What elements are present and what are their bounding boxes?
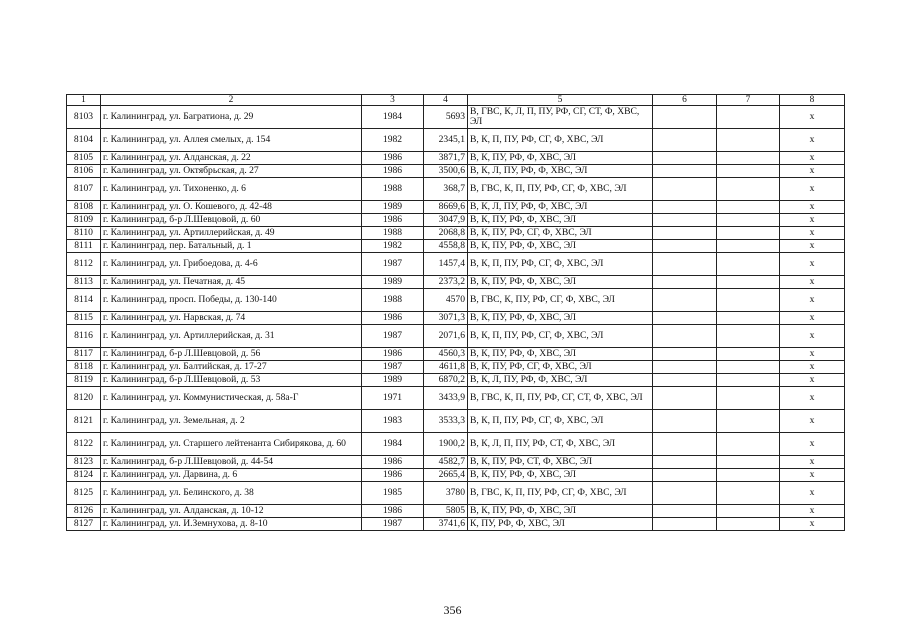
row-number-cell: 8124 (67, 469, 101, 482)
table-row (67, 410, 845, 433)
area-cell: 4560,3 (424, 348, 468, 361)
column-7-cell (717, 227, 780, 240)
column-7-cell (717, 410, 780, 433)
services-cell: В, К, Л, ПУ, РФ, Ф, ХВС, ЭЛ (468, 201, 653, 214)
address-cell: г. Калининград, ул. Балтийская, д. 17-27 (101, 361, 362, 374)
services-cell: В, К, ПУ, РФ, Ф, ХВС, ЭЛ (468, 152, 653, 165)
column-6-cell (653, 253, 717, 276)
address-cell: г. Калининград, ул. Коммунистическая, д. 58а-Г (101, 387, 362, 410)
address-cell: г. Калининград, ул. Алданская, д. 10-12 (101, 505, 362, 518)
table-row (67, 201, 845, 214)
table-row (67, 312, 845, 325)
table-row (67, 469, 845, 482)
services-cell: К, ПУ, РФ, Ф, ХВС, ЭЛ (468, 518, 653, 531)
column-6-cell (653, 325, 717, 348)
year-cell: 1986 (362, 456, 424, 469)
address-cell: г. Калининград, ул. Артиллерийская, д. 49 (101, 227, 362, 240)
services-cell: В, К, П, ПУ, РФ, СГ, Ф, ХВС, ЭЛ (468, 325, 653, 348)
services-cell: В, К, Л, П, ПУ, РФ, СТ, Ф, ХВС, ЭЛ (468, 433, 653, 456)
column-8-cell: х (780, 214, 845, 227)
area-cell: 5805 (424, 505, 468, 518)
services-cell: В, К, ПУ, РФ, Ф, ХВС, ЭЛ (468, 240, 653, 253)
row-number-cell: 8116 (67, 325, 101, 348)
table-row (67, 240, 845, 253)
row-number-cell: 8105 (67, 152, 101, 165)
column-7-cell (717, 433, 780, 456)
table-row (67, 289, 845, 312)
column-7-cell (717, 325, 780, 348)
column-6-cell (653, 214, 717, 227)
column-6-cell (653, 410, 717, 433)
area-cell: 3071,3 (424, 312, 468, 325)
table-row (67, 106, 845, 129)
column-6-cell (653, 312, 717, 325)
column-8-cell: х (780, 518, 845, 531)
year-cell: 1988 (362, 227, 424, 240)
area-cell: 4611,8 (424, 361, 468, 374)
row-number-cell: 8111 (67, 240, 101, 253)
year-cell: 1986 (362, 348, 424, 361)
year-cell: 1987 (362, 253, 424, 276)
row-number-cell: 8119 (67, 374, 101, 387)
row-number-cell: 8113 (67, 276, 101, 289)
column-8-cell: х (780, 505, 845, 518)
column-6-cell (653, 106, 717, 129)
area-cell: 2345,1 (424, 129, 468, 152)
column-7-cell (717, 106, 780, 129)
area-cell: 4570 (424, 289, 468, 312)
table-row (67, 165, 845, 178)
year-cell: 1971 (362, 387, 424, 410)
table-row (67, 178, 845, 201)
column-8-cell: х (780, 106, 845, 129)
table-row (67, 152, 845, 165)
column-6-cell (653, 152, 717, 165)
row-number-cell: 8107 (67, 178, 101, 201)
header-row (67, 95, 845, 106)
column-7-cell (717, 253, 780, 276)
address-cell: г. Калининград, ул. Старшего лейтенанта Сибирякова, д. 60 (101, 433, 362, 456)
year-cell: 1986 (362, 469, 424, 482)
area-cell: 3741,6 (424, 518, 468, 531)
header-cell-2: 2 (101, 95, 362, 106)
header-cell-7: 7 (717, 95, 780, 106)
services-cell: В, ГВС, К, Л, П, ПУ, РФ, СГ, СТ, Ф, ХВС, ЭЛ (468, 106, 653, 129)
year-cell: 1989 (362, 201, 424, 214)
address-cell: г. Калининград, ул. Земельная, д. 2 (101, 410, 362, 433)
year-cell: 1983 (362, 410, 424, 433)
column-8-cell: х (780, 374, 845, 387)
year-cell: 1986 (362, 505, 424, 518)
column-8-cell: х (780, 348, 845, 361)
header-cell-1: 1 (67, 95, 101, 106)
address-cell: г. Калининград, пер. Батальный, д. 1 (101, 240, 362, 253)
header-cell-3: 3 (362, 95, 424, 106)
services-cell: В, К, ПУ, РФ, Ф, ХВС, ЭЛ (468, 214, 653, 227)
column-8-cell: х (780, 456, 845, 469)
column-6-cell (653, 227, 717, 240)
services-cell: В, К, Л, ПУ, РФ, Ф, ХВС, ЭЛ (468, 165, 653, 178)
column-6-cell (653, 361, 717, 374)
column-8-cell: х (780, 178, 845, 201)
table-row (67, 505, 845, 518)
services-cell: В, К, ПУ, РФ, Ф, ХВС, ЭЛ (468, 276, 653, 289)
row-number-cell: 8118 (67, 361, 101, 374)
year-cell: 1986 (362, 152, 424, 165)
services-cell: В, ГВС, К, П, ПУ, РФ, СГ, Ф, ХВС, ЭЛ (468, 482, 653, 505)
column-7-cell (717, 469, 780, 482)
address-cell: г. Калининград, ул. И.Земнухова, д. 8-10 (101, 518, 362, 531)
column-8-cell: х (780, 129, 845, 152)
column-7-cell (717, 505, 780, 518)
column-7-cell (717, 178, 780, 201)
column-6-cell (653, 129, 717, 152)
year-cell: 1988 (362, 178, 424, 201)
area-cell: 3871,7 (424, 152, 468, 165)
address-cell: г. Калининград, б-р Л.Шевцовой, д. 60 (101, 214, 362, 227)
column-8-cell: х (780, 325, 845, 348)
column-8-cell: х (780, 152, 845, 165)
column-8-cell: х (780, 469, 845, 482)
year-cell: 1986 (362, 312, 424, 325)
address-cell: г. Калининград, ул. Тихоненко, д. 6 (101, 178, 362, 201)
row-number-cell: 8110 (67, 227, 101, 240)
row-number-cell: 8104 (67, 129, 101, 152)
column-7-cell (717, 289, 780, 312)
column-8-cell: х (780, 253, 845, 276)
column-6-cell (653, 387, 717, 410)
area-cell: 2665,4 (424, 469, 468, 482)
column-6-cell (653, 433, 717, 456)
header-cell-4: 4 (424, 95, 468, 106)
column-6-cell (653, 482, 717, 505)
area-cell: 8669,6 (424, 201, 468, 214)
area-cell: 4558,8 (424, 240, 468, 253)
housing-registry-table (66, 94, 845, 531)
column-6-cell (653, 178, 717, 201)
row-number-cell: 8109 (67, 214, 101, 227)
table-row (67, 348, 845, 361)
column-8-cell: х (780, 361, 845, 374)
header-cell-6: 6 (653, 95, 717, 106)
area-cell: 3780 (424, 482, 468, 505)
column-7-cell (717, 456, 780, 469)
services-cell: В, К, ПУ, РФ, СГ, Ф, ХВС, ЭЛ (468, 361, 653, 374)
header-cell-5: 5 (468, 95, 653, 106)
column-6-cell (653, 276, 717, 289)
column-8-cell: х (780, 312, 845, 325)
address-cell: г. Калининград, ул. Алданская, д. 22 (101, 152, 362, 165)
column-8-cell: х (780, 240, 845, 253)
services-cell: В, К, П, ПУ, РФ, СГ, Ф, ХВС, ЭЛ (468, 129, 653, 152)
area-cell: 3533,3 (424, 410, 468, 433)
year-cell: 1985 (362, 482, 424, 505)
area-cell: 6870,2 (424, 374, 468, 387)
column-7-cell (717, 201, 780, 214)
address-cell: г. Калининград, ул. Грибоедова, д. 4-6 (101, 253, 362, 276)
services-cell: В, К, ПУ, РФ, СГ, Ф, ХВС, ЭЛ (468, 227, 653, 240)
column-8-cell: х (780, 433, 845, 456)
column-8-cell: х (780, 289, 845, 312)
table-row (67, 482, 845, 505)
area-cell: 368,7 (424, 178, 468, 201)
year-cell: 1984 (362, 106, 424, 129)
year-cell: 1987 (362, 325, 424, 348)
table-row (67, 456, 845, 469)
column-6-cell (653, 240, 717, 253)
address-cell: г. Калининград, ул. Нарвская, д. 74 (101, 312, 362, 325)
address-cell: г. Калининград, б-р Л.Шевцовой, д. 53 (101, 374, 362, 387)
table-row (67, 518, 845, 531)
address-cell: г. Калининград, ул. Аллея смелых, д. 154 (101, 129, 362, 152)
year-cell: 1984 (362, 433, 424, 456)
table-row (67, 214, 845, 227)
header-cell-8: 8 (780, 95, 845, 106)
address-cell: г. Калининград, ул. О. Кошевого, д. 42-48 (101, 201, 362, 214)
year-cell: 1987 (362, 518, 424, 531)
row-number-cell: 8114 (67, 289, 101, 312)
column-6-cell (653, 289, 717, 312)
address-cell: г. Калининград, ул. Багратиона, д. 29 (101, 106, 362, 129)
row-number-cell: 8103 (67, 106, 101, 129)
column-7-cell (717, 348, 780, 361)
column-7-cell (717, 361, 780, 374)
services-cell: В, К, ПУ, РФ, Ф, ХВС, ЭЛ (468, 348, 653, 361)
table-row (67, 276, 845, 289)
address-cell: г. Калининград, просп. Победы, д. 130-140 (101, 289, 362, 312)
area-cell: 5693 (424, 106, 468, 129)
column-6-cell (653, 348, 717, 361)
row-number-cell: 8117 (67, 348, 101, 361)
area-cell: 3047,9 (424, 214, 468, 227)
address-cell: г. Калининград, б-р Л.Шевцовой, д. 56 (101, 348, 362, 361)
column-6-cell (653, 201, 717, 214)
column-6-cell (653, 165, 717, 178)
table-row (67, 387, 845, 410)
area-cell: 2373,2 (424, 276, 468, 289)
column-6-cell (653, 518, 717, 531)
table-row (67, 433, 845, 456)
services-cell: В, ГВС, К, П, ПУ, РФ, СГ, СТ, Ф, ХВС, ЭЛ (468, 387, 653, 410)
page-number: 356 (443, 603, 462, 617)
row-number-cell: 8106 (67, 165, 101, 178)
column-7-cell (717, 240, 780, 253)
address-cell: г. Калининград, ул. Артиллерийская, д. 31 (101, 325, 362, 348)
column-6-cell (653, 505, 717, 518)
column-7-cell (717, 165, 780, 178)
row-number-cell: 8122 (67, 433, 101, 456)
year-cell: 1986 (362, 165, 424, 178)
column-7-cell (717, 518, 780, 531)
table-row (67, 325, 845, 348)
row-number-cell: 8121 (67, 410, 101, 433)
row-number-cell: 8125 (67, 482, 101, 505)
year-cell: 1988 (362, 289, 424, 312)
column-8-cell: х (780, 165, 845, 178)
services-cell: В, К, П, ПУ, РФ, СГ, Ф, ХВС, ЭЛ (468, 410, 653, 433)
services-cell: В, К, ПУ, РФ, Ф, ХВС, ЭЛ (468, 312, 653, 325)
column-8-cell: х (780, 201, 845, 214)
column-7-cell (717, 276, 780, 289)
services-cell: В, К, Л, ПУ, РФ, Ф, ХВС, ЭЛ (468, 374, 653, 387)
area-cell: 3433,9 (424, 387, 468, 410)
area-cell: 2071,6 (424, 325, 468, 348)
services-cell: В, К, ПУ, РФ, СТ, Ф, ХВС, ЭЛ (468, 456, 653, 469)
column-8-cell: х (780, 410, 845, 433)
row-number-cell: 8120 (67, 387, 101, 410)
services-cell: В, К, ПУ, РФ, Ф, ХВС, ЭЛ (468, 469, 653, 482)
address-cell: г. Калининград, б-р Л.Шевцовой, д. 44-54 (101, 456, 362, 469)
column-7-cell (717, 214, 780, 227)
row-number-cell: 8108 (67, 201, 101, 214)
area-cell: 2068,8 (424, 227, 468, 240)
area-cell: 1457,4 (424, 253, 468, 276)
column-8-cell: х (780, 276, 845, 289)
row-number-cell: 8127 (67, 518, 101, 531)
column-7-cell (717, 482, 780, 505)
address-cell: г. Калининград, ул. Октябрьская, д. 27 (101, 165, 362, 178)
column-8-cell: х (780, 227, 845, 240)
services-cell: В, К, ПУ, РФ, Ф, ХВС, ЭЛ (468, 505, 653, 518)
area-cell: 1900,2 (424, 433, 468, 456)
row-number-cell: 8123 (67, 456, 101, 469)
services-cell: В, ГВС, К, ПУ, РФ, СГ, Ф, ХВС, ЭЛ (468, 289, 653, 312)
address-cell: г. Калининград, ул. Белинского, д. 38 (101, 482, 362, 505)
column-6-cell (653, 469, 717, 482)
column-7-cell (717, 129, 780, 152)
row-number-cell: 8112 (67, 253, 101, 276)
area-cell: 4582,7 (424, 456, 468, 469)
address-cell: г. Калининград, ул. Печатная, д. 45 (101, 276, 362, 289)
table-row (67, 374, 845, 387)
year-cell: 1982 (362, 240, 424, 253)
table-row (67, 361, 845, 374)
table-row (67, 129, 845, 152)
year-cell: 1989 (362, 276, 424, 289)
table-row (67, 253, 845, 276)
row-number-cell: 8115 (67, 312, 101, 325)
table-body (67, 95, 845, 531)
year-cell: 1987 (362, 361, 424, 374)
column-6-cell (653, 374, 717, 387)
column-7-cell (717, 374, 780, 387)
column-7-cell (717, 387, 780, 410)
column-7-cell (717, 152, 780, 165)
table-row (67, 227, 845, 240)
services-cell: В, К, П, ПУ, РФ, СГ, Ф, ХВС, ЭЛ (468, 253, 653, 276)
year-cell: 1982 (362, 129, 424, 152)
column-8-cell: х (780, 387, 845, 410)
column-7-cell (717, 312, 780, 325)
year-cell: 1989 (362, 374, 424, 387)
row-number-cell: 8126 (67, 505, 101, 518)
column-8-cell: х (780, 482, 845, 505)
services-cell: В, ГВС, К, П, ПУ, РФ, СГ, Ф, ХВС, ЭЛ (468, 178, 653, 201)
area-cell: 3500,6 (424, 165, 468, 178)
year-cell: 1986 (362, 214, 424, 227)
address-cell: г. Калининград, ул. Дарвина, д. 6 (101, 469, 362, 482)
column-6-cell (653, 456, 717, 469)
